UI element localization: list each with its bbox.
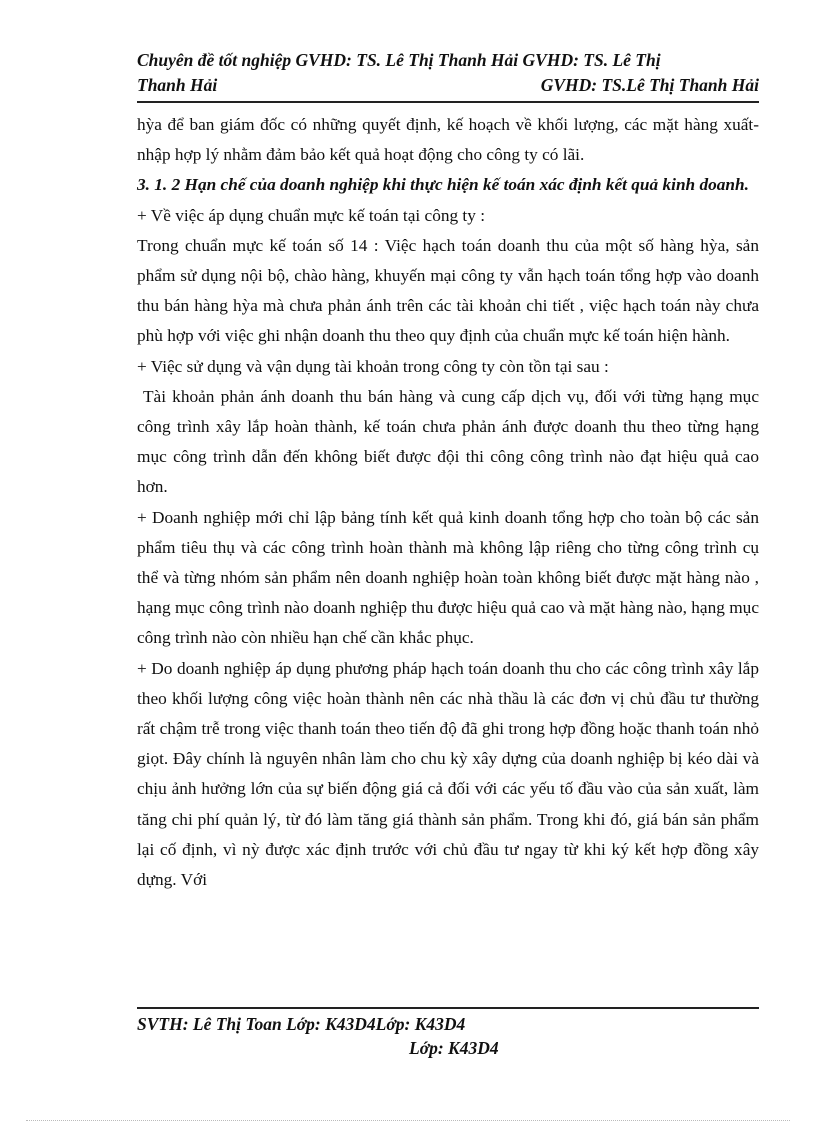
header-line-1: Chuyên đề tốt nghiệp GVHD: TS. Lê Thị Thanh Hải GVHD: TS. Lê Thị [137,50,661,70]
paragraph-5: Tài khoản phản ánh doanh thu bán hàng và cung cấp dịch vụ, đối với từng hạng mục công trình xây lắp hoàn thành, kế toán chưa phản ánh được doanh thu theo từng hạng mục công trình dẫn đến không biết được đội thi công công trình nào đạt hiệu quả cao hơn. [137,386,759,497]
paragraph-1: hỳa để ban giám đốc có những quyết định, kế hoạch về khối lượng, các mặt hàng xuất- nhập hợp lý nhằm đảm bảo kết quả hoạt động cho công ty có lãi. [137,115,759,165]
header-line-2-left: Thanh Hải [137,75,218,95]
section-heading: 3. 1. 2 Hạn chế của doanh nghiệp khi thực hiện kế toán xác định kết quả kinh doanh. [137,175,749,195]
page-footer [137,1012,759,1060]
page-bottom-border [26,1120,790,1121]
document-body [137,110,759,895]
footer-line-2: Lớp: K43D4 [409,1038,499,1058]
footer-line-1: SVTH: Lê Thị Toan Lớp: K43D4Lớp: K43D4 [137,1014,466,1034]
page-header [137,48,759,98]
header-divider [137,101,759,103]
paragraph-3: Trong chuẩn mực kế toán số 14 : Việc hạch toán doanh thu của một số hàng hỳa, sản phẩm sử dụng nội bộ, chào hàng, khuyến mại công ty vẫn hạch toán tổng hợp vào doanh thu bán hàng hỳa mà chưa phản ánh trên các tài khoản chi tiết , việc hạch toán này chưa phù hợp với việc ghi nhận doanh thu theo quy định của chuẩn mực kế toán hiện hành. [137,235,759,346]
paragraph-2: + Về việc áp dụng chuẩn mực kế toán tại công ty : [137,205,485,225]
paragraph-7: + Do doanh nghiệp áp dụng phương pháp hạch toán doanh thu cho các công trình xây lắp theo khối lượng công việc hoàn thành nên các nhà thầu là các đơn vị chủ đầu tư thường rất chậm trễ trong việc thanh toán theo tiến độ đã ghi trong hợp đồng hoặc thanh toán nhỏ giọt. Đây chính là nguyên nhân làm cho chu kỳ xây dựng của doanh nghiệp bị kéo dài và chịu ảnh hưởng lớn của sự biến động giá cả đối với các yếu tố đầu vào của sản xuất, làm tăng chi phí quản lý, từ đó làm tăng giá thành sản phẩm. Trong khi đó, giá bán sản phẩm lại cố định, vì nỳ được xác định trước với chủ đầu tư ngay từ khi ký kết hợp đồng xây dựng. Với [137,658,759,890]
header-line-2-right: GVHD: TS.Lê Thị Thanh Hải [540,75,759,95]
paragraph-6: + Doanh nghiệp mới chỉ lập bảng tính kết quả kinh doanh tổng hợp cho toàn bộ các sản phẩm tiêu thụ và các công trình hoàn thành mà không lập riêng cho từng công trình cụ thể và từng nhóm sản phẩm nên doanh nghiệp hoàn toàn không biết được mặt hàng nào , hạng mục công trình nào doanh nghiệp thu được hiệu quả cao và mặt hàng nào, hạng mục công trình nào còn nhiều hạn chế cần khắc phục. [137,507,759,648]
header-line-2 [137,73,759,98]
footer-divider [137,1007,759,1009]
paragraph-4: + Việc sử dụng và vận dụng tài khoản trong công ty còn tồn tại sau : [137,356,609,376]
